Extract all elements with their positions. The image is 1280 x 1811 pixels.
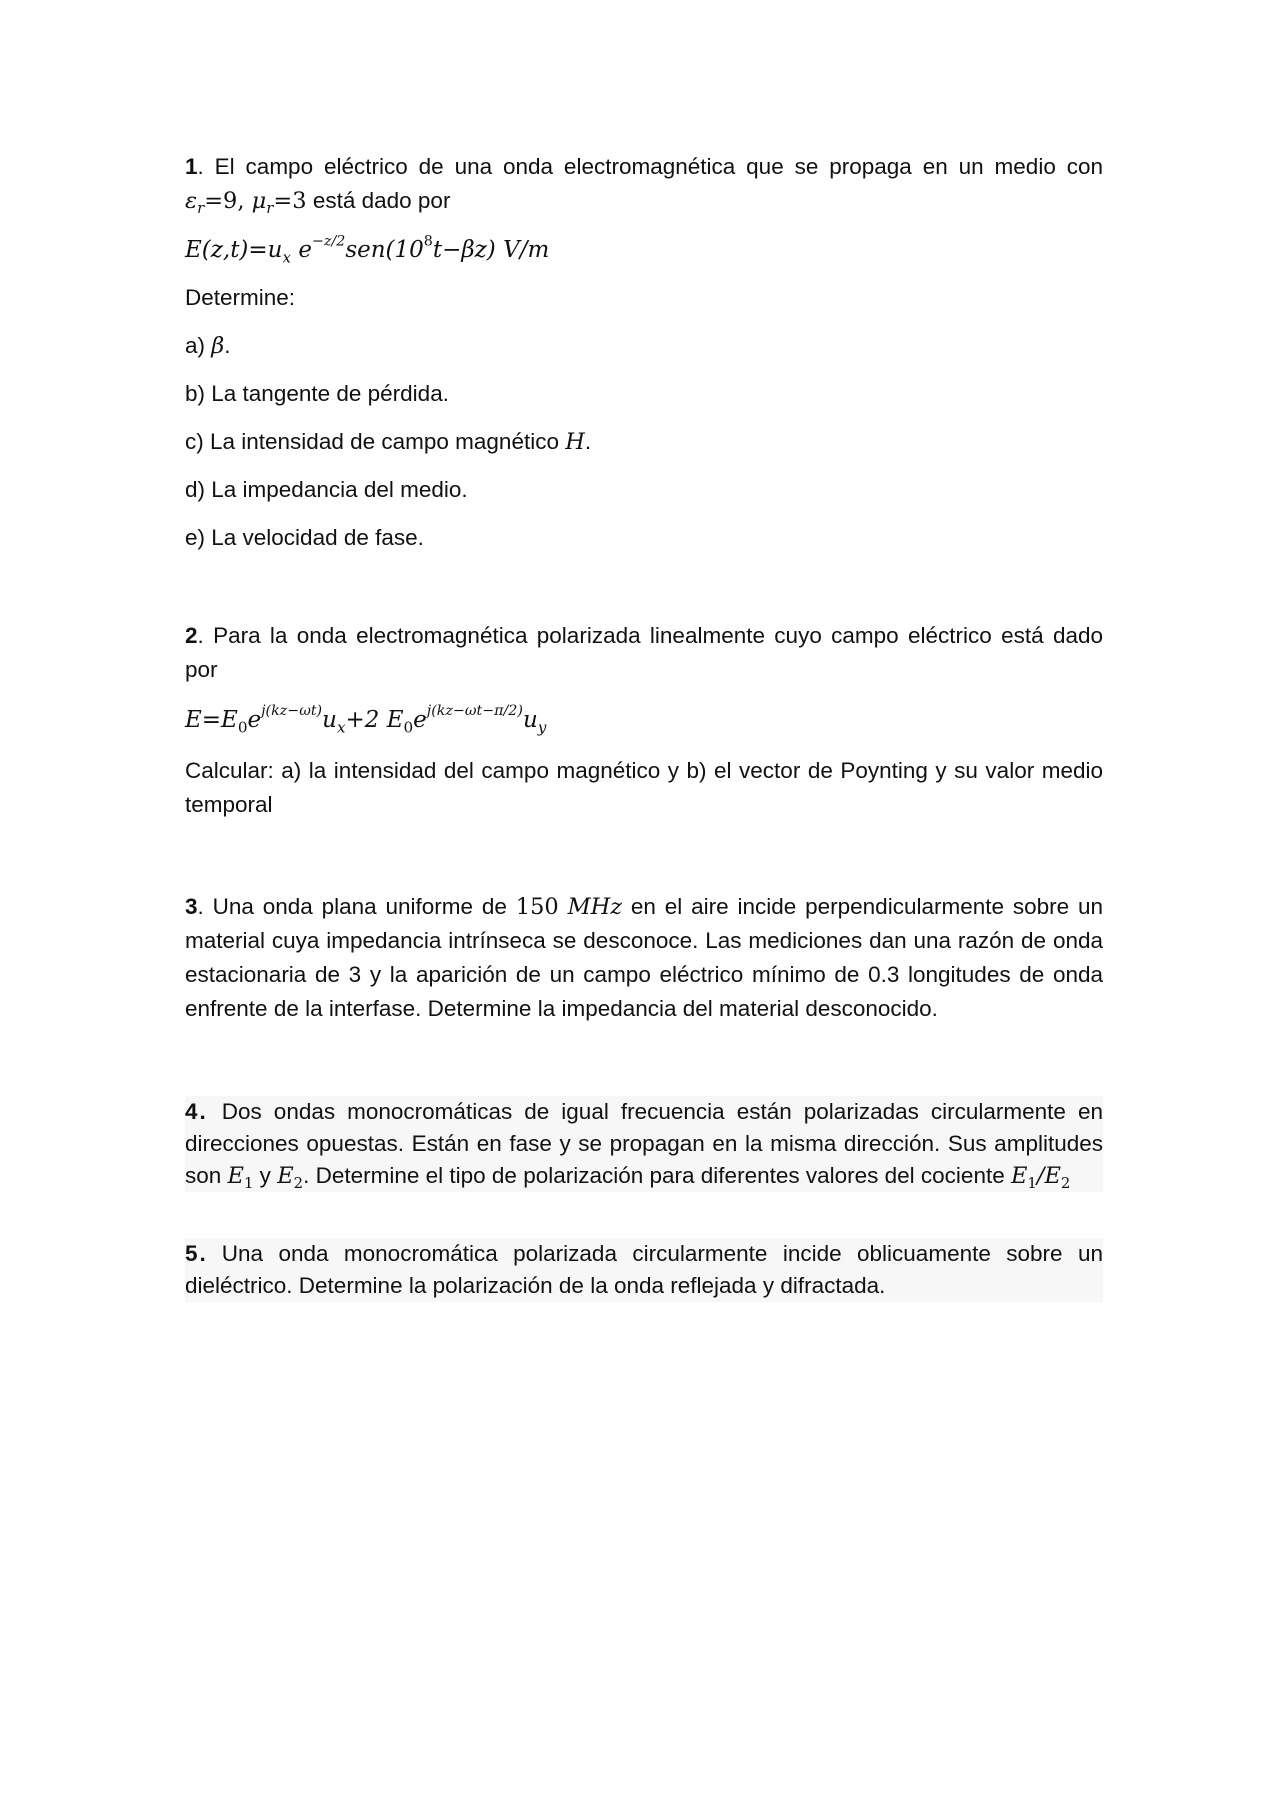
problem-4-ratio-e1: E: [1010, 1163, 1028, 1189]
problem-4-e1: E: [227, 1163, 244, 1189]
problem-1-item-b: [185, 377, 1103, 411]
problem-2-intro: . Para la onda electromagnética polarizada linealmente cuyo campo eléctrico está dado por: [185, 623, 1103, 682]
item-d-text: d) La impedancia del medio.: [185, 477, 468, 502]
problem-4-ratio-slash: /: [1036, 1163, 1045, 1189]
problem-3-text-a: . Una onda plana uniforme de: [197, 894, 516, 919]
item-e-text: e) La velocidad de fase.: [185, 525, 424, 550]
problem-5-text: Una onda monocromática polarizada circularmente incide oblicuamente sobre un dieléctrico. Determine la polarización de la onda reflejada y difractada.: [185, 1241, 1103, 1298]
problem-1-determine: Determine:: [185, 285, 296, 310]
problem-3-statement: [185, 890, 1103, 1026]
eq1-power: 8: [423, 233, 433, 250]
problem-3-number: 3: [185, 894, 198, 919]
eq2-plus: +2 E: [345, 707, 404, 733]
eq1-lhs: E(z,t)=u: [185, 237, 283, 263]
problem-4-statement: [185, 1096, 1103, 1192]
problem-4-e2-sub: 2: [293, 1174, 304, 1193]
document-page: [185, 150, 1103, 1302]
problem-4-and: y: [253, 1163, 278, 1188]
problem-3: [185, 890, 1103, 1026]
problem-3-frequency-unit: MHz: [567, 894, 623, 920]
eq2-sub-y: y: [537, 718, 547, 737]
problem-2-number: 2: [185, 623, 198, 648]
eq2-e2: e: [413, 707, 427, 733]
problem-4-ratio-e2-sub: 2: [1060, 1174, 1071, 1193]
eq2-sub-x: x: [336, 718, 346, 737]
problem-4-e1-sub: 1: [243, 1174, 254, 1193]
epsilon-symbol: ε: [185, 188, 198, 214]
problem-1-item-a: [185, 329, 1103, 363]
eq1-exponent: −z/2: [312, 233, 346, 250]
problem-1-item-d: [185, 473, 1103, 507]
problem-4: [185, 1096, 1103, 1192]
problem-1-number: 1: [185, 154, 198, 179]
item-a-text: a): [185, 333, 212, 358]
problem-4-e2: E: [277, 1163, 294, 1189]
eq2-sub0a: 0: [237, 718, 248, 737]
mu-value: =3: [273, 188, 307, 214]
eq2-exp1: j(kz−ωt): [261, 702, 323, 719]
problem-1-equation: [185, 232, 1103, 267]
eq2-sub0b: 0: [403, 718, 414, 737]
eq1-tail: t−βz) V/m: [432, 237, 550, 263]
problem-5-number: 5.: [185, 1241, 208, 1266]
problem-5-statement: [185, 1238, 1103, 1302]
item-c-text: c) La intensidad de campo magnético: [185, 429, 566, 454]
problem-1-intro: . El campo eléctrico de una onda electromagnética que se propaga en un medio con: [197, 154, 1103, 179]
epsilon-value: =9,: [204, 188, 252, 214]
eq1-e: e: [291, 237, 312, 263]
eq1-sub-x: x: [282, 248, 292, 267]
problem-1-item-c: [185, 425, 1103, 459]
problem-1-item-e: [185, 521, 1103, 555]
problem-4-ratio-e2: E: [1044, 1163, 1061, 1189]
eq2-lhs: E=E: [185, 707, 238, 733]
item-c-math: H: [565, 429, 585, 455]
problem-2-statement: [185, 619, 1103, 687]
eq2-u2: u: [522, 707, 538, 733]
mu-symbol: μ: [251, 188, 267, 214]
eq2-exp2: j(kz−ωt−π/2): [426, 702, 523, 719]
problem-4-text-a: Dos ondas monocromáticas de igual frecuencia están polarizadas circularmente en direcciones opuestas. Están en fase y se propagan en la misma dirección. Sus amplitudes son: [185, 1099, 1103, 1188]
problem-4-ratio-e1-sub: 1: [1027, 1174, 1037, 1193]
problem-1-intro-end: está dado por: [306, 188, 451, 213]
eq2-e1: e: [247, 707, 262, 733]
problem-1: [185, 150, 1103, 555]
item-a-suffix: .: [224, 333, 231, 358]
problem-3-frequency: 150: [515, 894, 559, 920]
eq2-u1: u: [322, 707, 337, 733]
mu-subscript: r: [266, 199, 274, 218]
problem-2-task: Calcular: a) la intensidad del campo magnético y b) el vector de Poynting y su valor medio temporal: [185, 758, 1103, 817]
item-c-suffix: .: [584, 429, 592, 454]
item-a-math: β: [211, 333, 225, 359]
problem-2: [185, 619, 1103, 822]
problem-5: [185, 1238, 1103, 1302]
epsilon-subscript: r: [197, 199, 205, 218]
eq1-sen: sen(10: [345, 237, 424, 263]
problem-3-text-b: en el aire incide perpendicularmente sobre un material cuya impedancia intrínseca se desconoce. Las mediciones dan una razón de onda estacionaria de 3 y la aparición de un campo eléctrico mínimo de 0.3 longitudes de onda enfrente de la interfase. Determine la impedancia del material desconocido.: [185, 894, 1103, 1021]
item-b-text: b) La tangente de pérdida.: [185, 381, 449, 406]
problem-4-text-b: . Determine el tipo de polarización para diferentes valores del cociente: [303, 1163, 1011, 1188]
problem-2-equation: [185, 699, 1103, 740]
problem-1-statement: [185, 150, 1103, 218]
problem-4-number: 4.: [185, 1099, 208, 1124]
